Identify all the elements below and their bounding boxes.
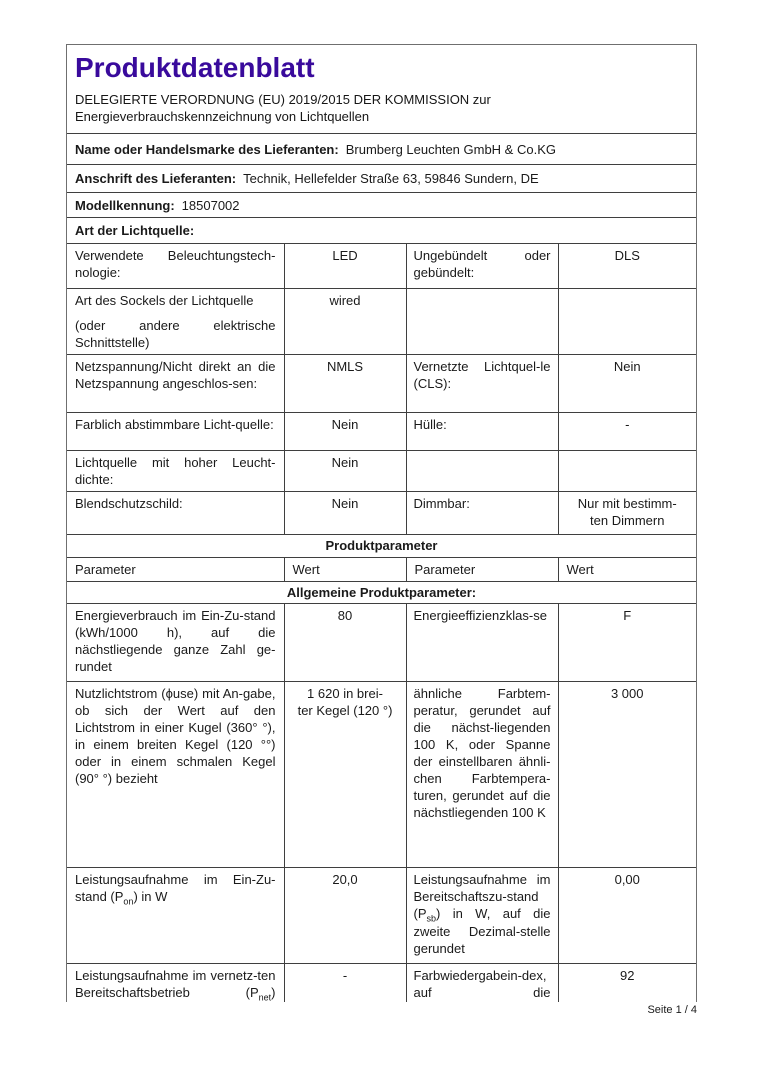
model-id-value: 18507002 xyxy=(181,197,240,213)
table-row xyxy=(67,603,696,681)
column-header: Parameter xyxy=(406,557,558,581)
value-cell: 0,00 xyxy=(558,867,696,963)
document-header xyxy=(67,45,696,134)
param-cell: Lichtquelle mit hoher Leucht-dichte: xyxy=(67,450,284,491)
value-line: 1 620 in brei- xyxy=(307,685,383,701)
column-header: Parameter xyxy=(67,557,284,581)
page-title: Produktdatenblatt xyxy=(75,52,315,83)
value-cell: NMLS xyxy=(284,354,406,412)
supplier-name-row xyxy=(67,134,696,165)
table-row xyxy=(67,412,696,450)
value-cell: wired xyxy=(284,288,406,354)
document-frame xyxy=(66,44,697,1002)
param-cell xyxy=(406,867,558,963)
regulation-subtitle xyxy=(75,91,686,125)
section-header-row xyxy=(67,534,696,557)
value-cell: F xyxy=(558,603,696,681)
value-cell xyxy=(558,450,696,491)
param-text: Leistungsaufnahme im Bereitschaftszu-stand (P xyxy=(413,871,551,921)
param-cell: Dimmbar: xyxy=(406,491,558,534)
param-cell: Nutzlichtstrom (ϕuse) mit An-gabe, ob sich der Wert auf den Lichtstrom in einer Kugel (360° °), in einem breiten Kegel (120 °°) oder in einem schmalen Kegel (90° °) bezieht xyxy=(67,681,284,867)
param-cell xyxy=(67,867,284,963)
param-cell: Energieverbrauch im Ein-Zu-stand (kWh/1000 h), auf die nächstliegende ganze Zahl ge-rundet xyxy=(67,603,284,681)
model-id-row xyxy=(67,193,696,218)
column-header-row xyxy=(67,557,696,581)
subscript-text: sb xyxy=(426,913,437,924)
value-cell: 20,0 xyxy=(284,867,406,963)
param-cell: ähnliche Farbtem-peratur, gerundet auf die nächst-liegenden 100 K, oder Spanne der einstellbaren ähnli-chen Farbtempera-turen, gerundet auf die nächstliegenden 100 K xyxy=(406,681,558,867)
subscript-text: net xyxy=(258,992,272,1002)
param-cell: Vernetzte Lichtquel-le (CLS): xyxy=(406,354,558,412)
param-cell: Farblich abstimmbare Licht-quelle: xyxy=(67,412,284,450)
param-cell: Farbwiedergabein-dex, auf die xyxy=(406,963,558,1002)
table-row xyxy=(67,288,696,354)
value-line: Nur mit bestimm- xyxy=(577,495,677,511)
param-text: Leistungsaufnahme im vernetz-ten Bereitschaftsbetrieb (P xyxy=(75,967,276,1000)
value-cell: - xyxy=(284,963,406,1002)
value-line: ter Kegel (120 °) xyxy=(297,702,393,718)
param-cell xyxy=(67,963,284,1002)
value-cell xyxy=(284,681,406,867)
value-cell: - xyxy=(558,412,696,450)
light-source-type-label: Art der Lichtquelle: xyxy=(75,223,195,238)
table-row xyxy=(67,681,696,867)
value-cell xyxy=(558,491,696,534)
value-cell: DLS xyxy=(558,244,696,288)
table-row xyxy=(67,354,696,412)
param-line: Art des Sockels der Lichtquelle xyxy=(75,292,254,308)
datasheet-table xyxy=(67,244,696,1002)
regulation-line-1: DELEGIERTE VERORDNUNG (EU) 2019/2015 DER KOMMISSION zur xyxy=(75,92,491,107)
param-cell: Hülle: xyxy=(406,412,558,450)
value-cell xyxy=(558,288,696,354)
supplier-address-row xyxy=(67,165,696,193)
param-text: ) in W xyxy=(133,888,168,904)
param-cell: Energieeffizienzklas-se xyxy=(406,603,558,681)
param-cell xyxy=(406,450,558,491)
param-text: ) in W, auf die zweite Dezimal-stelle gerundet xyxy=(413,905,551,957)
supplier-name-label: Name oder Handelsmarke des Lieferanten: xyxy=(75,141,339,157)
value-cell: LED xyxy=(284,244,406,288)
value-cell: Nein xyxy=(284,412,406,450)
subsection-header-row xyxy=(67,581,696,603)
table-row xyxy=(67,491,696,534)
model-id-label: Modellkennung: xyxy=(75,197,175,213)
value-cell: Nein xyxy=(558,354,696,412)
value-cell: 3 000 xyxy=(558,681,696,867)
value-cell: Nein xyxy=(284,450,406,491)
subscript-text: on xyxy=(123,896,134,907)
param-cell: Blendschutzschild: xyxy=(67,491,284,534)
subsection-title: Allgemeine Produktparameter: xyxy=(67,581,696,603)
table-row xyxy=(67,450,696,491)
value-line: ten Dimmern xyxy=(590,512,665,528)
param-cell: Ungebündelt oder gebündelt: xyxy=(406,244,558,288)
table-row xyxy=(67,867,696,963)
value-cell: 80 xyxy=(284,603,406,681)
supplier-address-value: Technik, Hellefelder Straße 63, 59846 Sundern, DE xyxy=(243,171,539,186)
page-number: Seite 1 / 4 xyxy=(647,1004,697,1016)
param-text: ) xyxy=(271,984,276,1000)
column-header: Wert xyxy=(284,557,406,581)
param-line: (oder andere elektrische Schnittstelle) xyxy=(75,317,276,350)
value-cell: Nein xyxy=(284,491,406,534)
supplier-address-label: Anschrift des Lieferanten: xyxy=(75,171,237,186)
supplier-name-value: Brumberg Leuchten GmbH & Co.KG xyxy=(345,141,556,157)
section-title: Produktparameter xyxy=(67,534,696,557)
value-cell: 92 xyxy=(558,963,696,1002)
light-source-type-row xyxy=(67,218,696,244)
param-cell: Verwendete Beleuchtungstech-nologie: xyxy=(67,244,284,288)
param-cell: Netzspannung/Nicht direkt an die Netzspannung angeschlos-sen: xyxy=(67,354,284,412)
table-row-clipped xyxy=(67,963,696,1002)
table-row xyxy=(67,244,696,288)
param-cell xyxy=(406,288,558,354)
param-cell xyxy=(67,288,284,354)
param-text: Leistungsaufnahme im Ein-Zu-stand (P xyxy=(75,871,276,904)
regulation-line-2: Energieverbrauchskennzeichnung von Lichtquellen xyxy=(75,109,370,124)
column-header: Wert xyxy=(558,557,696,581)
